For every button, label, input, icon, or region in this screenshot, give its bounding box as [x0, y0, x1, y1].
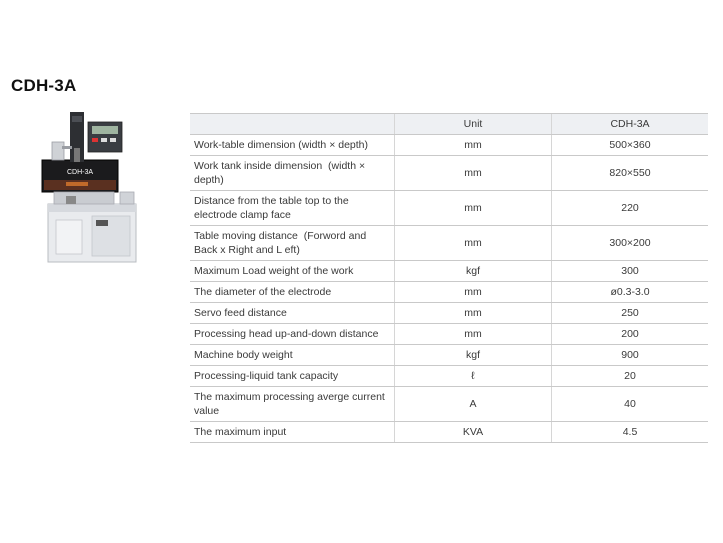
header-model: CDH-3A: [552, 114, 709, 135]
page-title: CDH-3A: [11, 76, 77, 95]
table-row: [190, 366, 708, 387]
cell-value: ø0.3-3.0: [552, 282, 709, 303]
cell-unit: mm: [395, 156, 552, 191]
cell-item: Work-table dimension (width × depth): [190, 135, 395, 156]
table-row: [190, 261, 708, 282]
cell-unit: ℓ: [395, 366, 552, 387]
cell-value: 40: [552, 387, 709, 422]
header-item: [190, 114, 395, 135]
table-row: [190, 191, 708, 226]
cell-unit: mm: [395, 191, 552, 226]
table-row: [190, 345, 708, 366]
machine-label: CDH-3A: [66, 169, 94, 176]
cell-item: Distance from the table top to the electrode clamp face: [190, 191, 395, 226]
cell-item: The maximum processing averge current value: [190, 387, 395, 422]
cell-unit: mm: [395, 226, 552, 261]
table-row: [190, 135, 708, 156]
header-unit: Unit: [395, 114, 552, 135]
cell-value: 300: [552, 261, 709, 282]
cell-value: 900: [552, 345, 709, 366]
cell-item: Work tank inside dimension (width × depth): [190, 156, 395, 191]
cell-item: Table moving distance (Forword and Back x Right and L eft): [190, 226, 395, 261]
cell-unit: kgf: [395, 345, 552, 366]
table-row: [190, 156, 708, 191]
cell-value: 300×200: [552, 226, 709, 261]
cell-item: Processing-liquid tank capacity: [190, 366, 395, 387]
cell-unit: mm: [395, 282, 552, 303]
table-row: [190, 226, 708, 261]
cell-unit: mm: [395, 135, 552, 156]
cell-unit: mm: [395, 303, 552, 324]
cell-value: 20: [552, 366, 709, 387]
table-row: [190, 387, 708, 422]
cell-value: 220: [552, 191, 709, 226]
cell-unit: A: [395, 387, 552, 422]
cell-item: Maximum Load weight of the work: [190, 261, 395, 282]
cell-item: The diameter of the electrode: [190, 282, 395, 303]
cell-item: Machine body weight: [190, 345, 395, 366]
cell-value: 820×550: [552, 156, 709, 191]
cell-item: The maximum input: [190, 422, 395, 443]
cell-unit: KVA: [395, 422, 552, 443]
table-row: [190, 282, 708, 303]
spec-table: [190, 113, 708, 443]
table-row: [190, 324, 708, 345]
cell-unit: mm: [395, 324, 552, 345]
cell-item: Processing head up-and-down distance: [190, 324, 395, 345]
cell-value: 4.5: [552, 422, 709, 443]
cell-value: 500×360: [552, 135, 709, 156]
edm-machine-image: [36, 108, 140, 266]
cell-item: Servo feed distance: [190, 303, 395, 324]
table-row: [190, 422, 708, 443]
table-row: [190, 303, 708, 324]
cell-value: 200: [552, 324, 709, 345]
cell-value: 250: [552, 303, 709, 324]
cell-unit: kgf: [395, 261, 552, 282]
table-header-row: [190, 114, 708, 135]
